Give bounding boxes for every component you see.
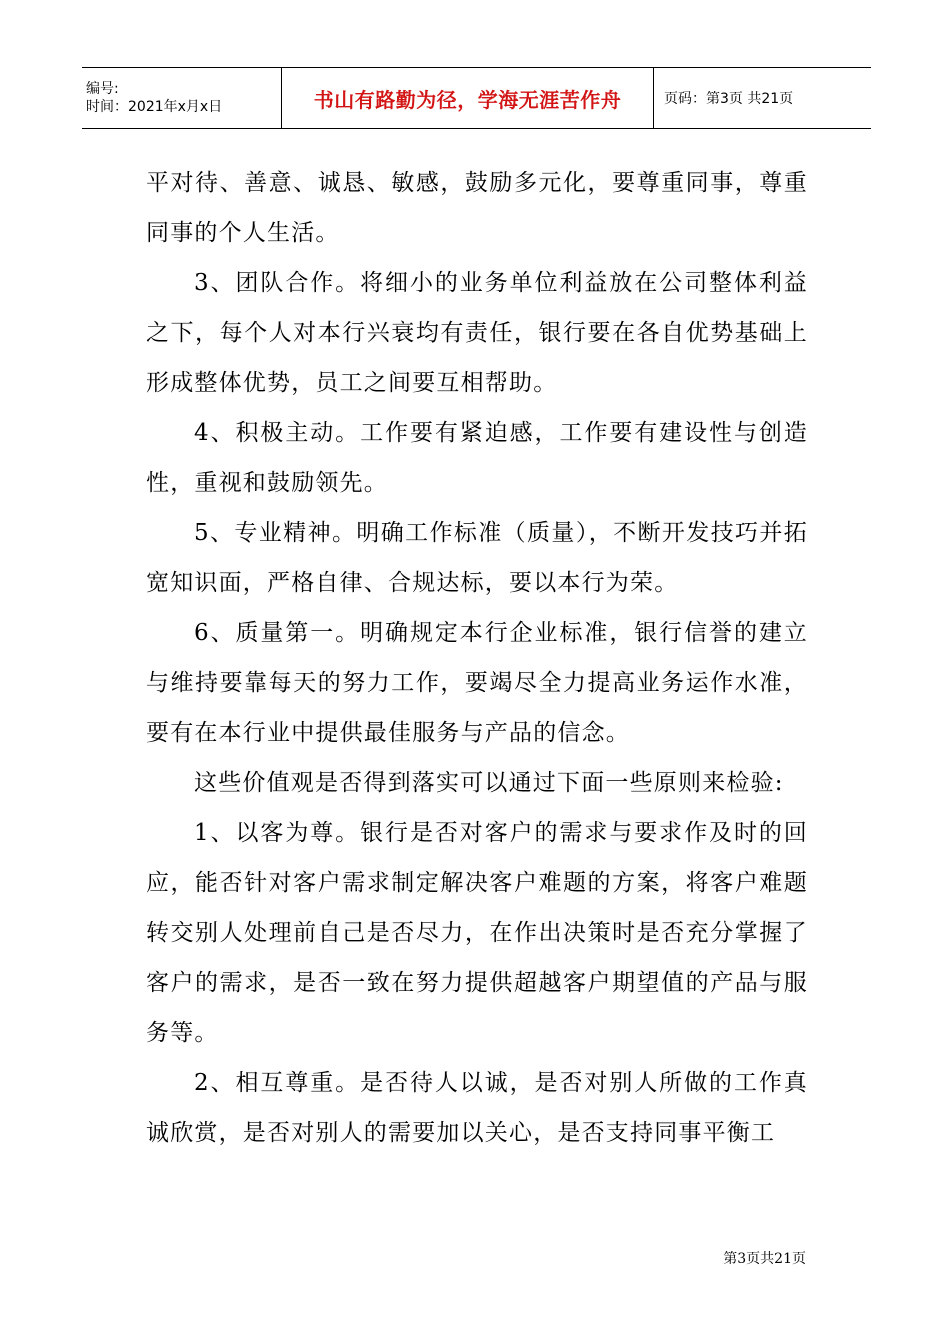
header-meta-cell xyxy=(82,68,282,128)
paragraph: 6、质量第一。明确规定本行企业标准，银行信誉的建立与维持要靠每天的努力工作，要竭尽全力提高业务运作水准，要有在本行业中提供最佳服务与产品的信念。 xyxy=(146,620,808,746)
paragraph: 这些价值观是否得到落实可以通过下面一些原则来检验: xyxy=(194,770,784,796)
time-label: 时间：2021年x月x日 xyxy=(86,99,223,115)
document-header xyxy=(82,67,871,129)
page-footer: 第3页共21页 xyxy=(723,1251,806,1267)
header-page-cell xyxy=(654,68,871,128)
header-motto-cell xyxy=(282,68,654,128)
paragraph: 5、专业精神。明确工作标准（质量），不断开发技巧并拓宽知识面，严格自律、合规达标，要以本行为荣。 xyxy=(146,520,808,596)
paragraph: 2、相互尊重。是否待人以诚，是否对别人所做的工作真诚欣赏，是否对别人的需要加以关心，是否支持同事平衡工 xyxy=(146,1070,808,1146)
serial-label: 编号: xyxy=(86,81,119,97)
document-body xyxy=(146,158,808,1158)
page-code: 页码：第3页 共21页 xyxy=(664,91,794,107)
motto-text: 书山有路勤为径，学海无涯苦作舟 xyxy=(313,87,622,112)
paragraph: 平对待、善意、诚恳、敏感，鼓励多元化，要尊重同事，尊重同事的个人生活。 xyxy=(146,170,808,246)
paragraph: 3、团队合作。将细小的业务单位利益放在公司整体利益之下，每个人对本行兴衰均有责任，银行要在各自优势基础上形成整体优势，员工之间要互相帮助。 xyxy=(146,270,808,396)
paragraph: 4、积极主动。工作要有紧迫感，工作要有建设性与创造性，重视和鼓励领先。 xyxy=(146,420,808,496)
paragraph: 1、以客为尊。银行是否对客户的需求与要求作及时的回应，能否针对客户需求制定解决客户难题的方案，将客户难题转交别人处理前自己是否尽力，在作出决策时是否充分掌握了客户的需求，是否一致在努力提供超越客户期望值的产品与服务等。 xyxy=(146,820,808,1046)
